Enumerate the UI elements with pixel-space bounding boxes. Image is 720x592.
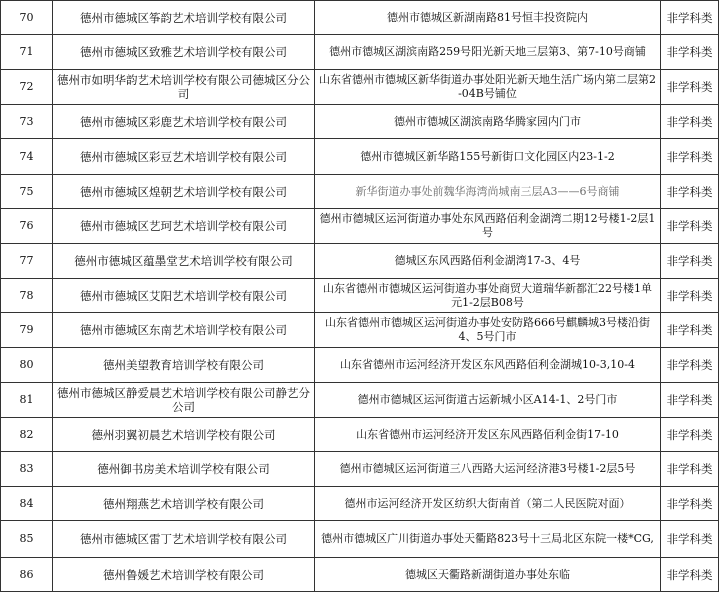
school-name: 德州鲁媛艺术培训学校有限公司 bbox=[53, 558, 315, 592]
school-address: 德州市德城区运河街道三八西路大运河经济港3号楼1-2层5号 bbox=[315, 452, 661, 487]
row-number: 78 bbox=[1, 279, 53, 313]
school-name: 德州市德城区艺珂艺术培训学校有限公司 bbox=[53, 209, 315, 244]
row-number: 71 bbox=[1, 35, 53, 70]
school-category: 非学科类 bbox=[661, 1, 719, 35]
school-category: 非学科类 bbox=[661, 558, 719, 592]
row-number: 70 bbox=[1, 1, 53, 35]
row-number: 85 bbox=[1, 521, 53, 558]
school-name: 德州市德城区蕴墨堂艺术培训学校有限公司 bbox=[53, 244, 315, 279]
table-row bbox=[1, 383, 719, 418]
row-number: 81 bbox=[1, 383, 53, 418]
table-row bbox=[1, 70, 719, 105]
school-category: 非学科类 bbox=[661, 313, 719, 348]
school-address: 山东省德州市德城区运河街道办事处商贸大道瑞华新都汇22号楼1单元1-2层B08号 bbox=[315, 279, 661, 313]
school-category: 非学科类 bbox=[661, 383, 719, 418]
table-row bbox=[1, 244, 719, 279]
table-row bbox=[1, 558, 719, 592]
table-row bbox=[1, 175, 719, 209]
school-name: 德州市德城区彩豆艺术培训学校有限公司 bbox=[53, 139, 315, 175]
row-number: 75 bbox=[1, 175, 53, 209]
school-name: 德州市德城区筝韵艺术培训学校有限公司 bbox=[53, 1, 315, 35]
row-number: 77 bbox=[1, 244, 53, 279]
table-row bbox=[1, 521, 719, 558]
row-number: 74 bbox=[1, 139, 53, 175]
row-number: 82 bbox=[1, 418, 53, 452]
school-address: 德城区天衢路新湖街道办事处东临 bbox=[315, 558, 661, 592]
row-number: 73 bbox=[1, 105, 53, 139]
table-row bbox=[1, 209, 719, 244]
table-row bbox=[1, 452, 719, 487]
school-address: 德州市德城区新湖南路81号恒丰投资院内 bbox=[315, 1, 661, 35]
table-row bbox=[1, 105, 719, 139]
row-number: 76 bbox=[1, 209, 53, 244]
row-number: 72 bbox=[1, 70, 53, 105]
school-name: 德州市德城区东南艺术培训学校有限公司 bbox=[53, 313, 315, 348]
table-row bbox=[1, 139, 719, 175]
row-number: 86 bbox=[1, 558, 53, 592]
table-row bbox=[1, 279, 719, 313]
school-address: 山东省德州市运河经济开发区东风西路佰利金街17-10 bbox=[315, 418, 661, 452]
school-name: 德州市德城区煌朝艺术培训学校有限公司 bbox=[53, 175, 315, 209]
school-address: 德州市德城区湖滨南路华腾家园内门市 bbox=[315, 105, 661, 139]
school-name: 德州市如明华韵艺术培训学校有限公司德城区分公司 bbox=[53, 70, 315, 105]
school-category: 非学科类 bbox=[661, 452, 719, 487]
table-row bbox=[1, 1, 719, 35]
school-category: 非学科类 bbox=[661, 175, 719, 209]
school-category: 非学科类 bbox=[661, 70, 719, 105]
table-row bbox=[1, 35, 719, 70]
school-category: 非学科类 bbox=[661, 487, 719, 521]
school-name: 德州御书房美术培训学校有限公司 bbox=[53, 452, 315, 487]
school-address: 德城区东风西路佰利金湖湾17-3、4号 bbox=[315, 244, 661, 279]
table-row bbox=[1, 313, 719, 348]
school-address: 德州市德城区新华路155号新街口文化园区内23-1-2 bbox=[315, 139, 661, 175]
row-number: 80 bbox=[1, 348, 53, 383]
table-row bbox=[1, 487, 719, 521]
school-address: 新华街道办事处前魏华海湾尚城南三层A3——6号商铺 bbox=[315, 175, 661, 209]
row-number: 79 bbox=[1, 313, 53, 348]
row-number: 84 bbox=[1, 487, 53, 521]
school-category: 非学科类 bbox=[661, 139, 719, 175]
school-name: 德州市德城区致雅艺术培训学校有限公司 bbox=[53, 35, 315, 70]
school-category: 非学科类 bbox=[661, 279, 719, 313]
school-address: 德州市德城区广川街道办事处天衢路823号十三局北区东院一楼*CG, bbox=[315, 521, 661, 558]
school-name: 德州翔燕艺术培训学校有限公司 bbox=[53, 487, 315, 521]
school-name: 德州市德城区雷丁艺术培训学校有限公司 bbox=[53, 521, 315, 558]
school-name: 德州市德城区静爱晨艺术培训学校有限公司静艺分公司 bbox=[53, 383, 315, 418]
school-address: 德州市德城区运河街道办事处东风西路佰利金湖湾二期12号楼1-2层1号 bbox=[315, 209, 661, 244]
school-name: 德州美望教育培训学校有限公司 bbox=[53, 348, 315, 383]
school-category: 非学科类 bbox=[661, 244, 719, 279]
school-address: 德州市德城区湖滨南路259号阳光新天地三层第3、第7-10号商铺 bbox=[315, 35, 661, 70]
school-address: 德州市德城区运河街道古运新城小区A14-1、2号门市 bbox=[315, 383, 661, 418]
table-row bbox=[1, 348, 719, 383]
school-category: 非学科类 bbox=[661, 348, 719, 383]
school-address: 山东省德州市运河经济开发区东风西路佰利金湖城10-3,10-4 bbox=[315, 348, 661, 383]
school-name: 德州市德城区艾阳艺术培训学校有限公司 bbox=[53, 279, 315, 313]
school-name: 德州市德城区彩鹿艺术培训学校有限公司 bbox=[53, 105, 315, 139]
school-address: 山东省德州市德城区新华街道办事处阳光新天地生活广场内第二层第2-04B号铺位 bbox=[315, 70, 661, 105]
school-category: 非学科类 bbox=[661, 105, 719, 139]
school-category: 非学科类 bbox=[661, 209, 719, 244]
school-category: 非学科类 bbox=[661, 418, 719, 452]
school-name: 德州羽翼初晨艺术培训学校有限公司 bbox=[53, 418, 315, 452]
school-address: 德州市运河经济开发区纺织大街南首（第二人民医院对面） bbox=[315, 487, 661, 521]
table-row bbox=[1, 418, 719, 452]
school-category: 非学科类 bbox=[661, 35, 719, 70]
row-number: 83 bbox=[1, 452, 53, 487]
school-category: 非学科类 bbox=[661, 521, 719, 558]
school-address: 山东省德州市德城区运河街道办事处安防路666号麒麟城3号楼沿街4、5号门市 bbox=[315, 313, 661, 348]
